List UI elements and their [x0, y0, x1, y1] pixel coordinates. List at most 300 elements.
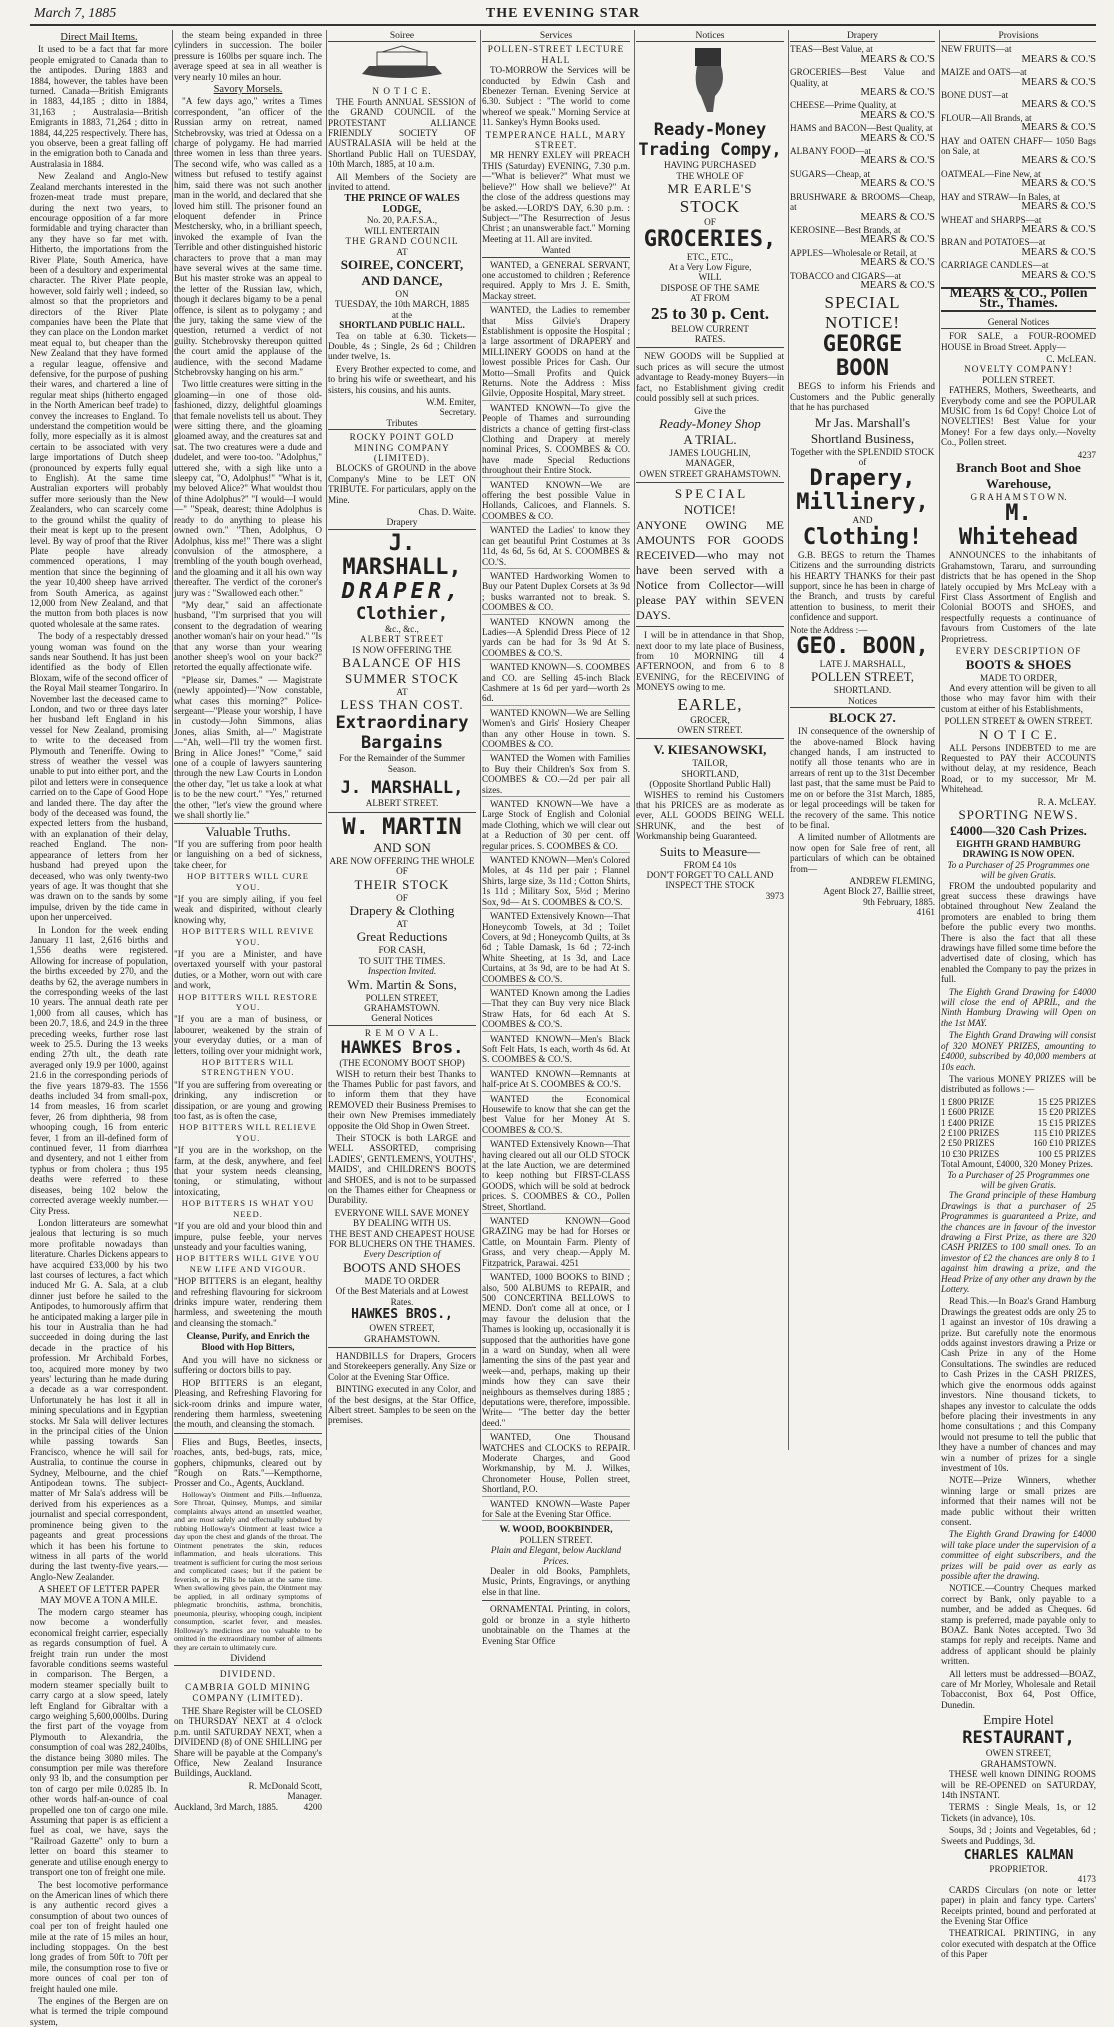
- pointing-hand-icon: [687, 46, 733, 116]
- article-paragraph: New Zealand and Anglo-New Zealand merchants interested in the frozen-meat trade must prepare, during the next two years, to encourage opposition of a far more formidable and trying character than any they have so far met with. Hitherto, the importations from the River Plate, South America, have been of a desultory and experimental character. The River Plate people, however, sold fairly well ; indeed, so almost so that the proprietors and directors of the River Plate companies have been the Plate that they can place on the London market meat equal to, but cheaper than the New Zealand that they have formed a regular league, offensive and defensive, for the purpose of pushing their wares, and chartered a line of regular meat ships (hitherto engaged in the North American beef trade) to convey the increases to England. To understand the competition would be folly, more especially as it is almost certain to be associated with very large importations of Dutch sheep (pronounced by experts fully equal to English). At the same time Australian exporters will probably suffer more seriously than the New Zealanders, who can scarcely come to the ground whilst the quality of their meat is kept up to the present level. By way of proof that the River Plate people have already commenced operations, I may mention that since the beginning of the year 10,400 sheep have arrived from South America, as against 12,000 from New Zealand, and that the mutton from both places is now quoted wholesale at the same rates.: [30, 171, 168, 629]
- article-paragraph: It used to be a fact that far more people emigrated to Canada than to the antipodes. During 1883 and 1884, however, the tables have been turned. Canada—British Emigrants in 1883, 44,185 ; ditto in 1884, 31,163 ; Australasia—British Emigrants in 1883, 71,264 ; ditto in 1884, 44,225 respectively. There has, you observe, been a great falling off in the emigration both to Canada and Australasia in 1884.: [30, 44, 168, 169]
- ad-line: NOVELTY COMPANY!: [964, 364, 1073, 375]
- provision-item: [941, 237, 1096, 258]
- ad-line: G R A H A M S T O W N.: [970, 492, 1067, 503]
- article-paragraph: HANDBILLS for Drapers, Grocers and Storekeepers generally. Any Size or Color at the Evening Star Office.: [328, 1350, 476, 1382]
- ad-line: SHORTLAND,: [681, 768, 739, 779]
- wanted-ad: WANTED KNOWN—Men's Black Soft Felt Hats, 1s each, worth 4s 6d. At S. COOMBES & CO.'S.: [482, 1034, 630, 1067]
- signature-title: Manager.: [287, 1791, 322, 1802]
- ad-line: MADE TO ORDER,: [980, 672, 1057, 683]
- ad-line: TO SUIT THE TIMES.: [358, 955, 446, 966]
- article-paragraph: IN consequence of the ownership of the above-named Block having changed hands, I am instructed to notify all those tenants who are in arrears of rent up to the 31st December last past, that the same must be Paid to me on or before the 31st March, 1885, or legal proceedings will be taken for the recovery of the same. This notice to be final.: [790, 726, 935, 830]
- page-header: [30, 6, 1096, 26]
- ad-line: PROPRIETOR.: [989, 1863, 1048, 1874]
- provision-item: [941, 113, 1096, 134]
- ad-line: Of the Best Materials and at Lowest Rates.: [335, 1286, 469, 1307]
- ad-line: NOTICE!: [825, 313, 900, 333]
- article-paragraph: The various MONEY PRIZES will be distributed as follows :—: [941, 1073, 1096, 1095]
- ad-date: 9th February, 1885.: [863, 896, 935, 907]
- truth-line: "If you are simply ailing, if you feel weak and dispirited, without clearly knowing why,: [174, 893, 322, 925]
- article-paragraph: ANNOUNCES to the inhabitants of Grahamstown, Tararu, and surrounding districts that he has opened in the Shop lately occupied by Mrs McLeay with a First Class Assortment of English and Colonial BOOTS and SHOES, and respectfully requests a continuance of favours from Customers of the late Proprietress.: [941, 550, 1096, 644]
- article-paragraph: G.B. BEGS to return the Thames Citizens and the surrounding districts his HEARTY THANKS for their past support, since he has been in charge of the Branch, and trusts by careful attention to business, to merit their confidence and support.: [790, 549, 935, 623]
- column-4: [482, 30, 635, 1646]
- cleanse-line: Cleanse, Purify, and Enrich the Blood with Hop Bitters,: [186, 1331, 310, 1352]
- provision-item-label: SUGARS—Cheap, at: [790, 168, 871, 179]
- ad-line: Together with the SPLENDID STOCK of: [790, 446, 935, 467]
- ad-line: LESS THAN COST.: [340, 697, 464, 713]
- truth-line: "If you are suffering from overeating or drinking, any indiscretion or dissipation, or are young and growing too fast, as is often the case,: [174, 1079, 322, 1122]
- article-paragraph: Read This.—In Boaz's Grand Hamburg Drawings the greatest odds are only 25 to 1 against an investor of 10s drawing a prize. But carefully note the enormous odds against investors drawing a Prize or Cash Prize in any of the Home Consultations. The swindles are reduced to Cash Prizes in the CASH PRIZES, which give the enormous odds against investors. Nine thousand tickets, to shapes any investor to calculate the odds before placing their investments in any home consultations ; and this Company would not presume to tell the public that they have a number of chances and may win a number of prizes for a single investment of 10s.: [941, 1296, 1096, 1473]
- section-label: Drapery: [790, 31, 935, 42]
- ad-headline: DRAPER,: [341, 578, 463, 604]
- ad-number: 4161: [916, 907, 935, 918]
- provision-item: [941, 192, 1096, 213]
- prize-row: [941, 1128, 1096, 1138]
- ad-line: THEIR STOCK: [354, 876, 450, 892]
- ad-line: MANAGER,: [685, 458, 735, 469]
- ad-headline: M. Whitehead: [958, 501, 1079, 551]
- ad-line: ALBERT STREET: [360, 634, 444, 645]
- article-paragraph: ORNAMENTAL Printing, in colors, gold or bronze in a style hitherto unobtainable on the Thames at the Evening Star Office: [482, 1604, 630, 1646]
- provision-item-seller: MEARS & CO.'S: [1021, 269, 1096, 281]
- ad-line: MR EARLE'S: [667, 181, 753, 197]
- ad-line: IS NOW OFFERING THE: [352, 644, 452, 655]
- provision-item: [941, 215, 1096, 236]
- ad-paragraph: ANYONE OWING ME AMOUNTS FOR GOODS RECEIVED—who may not have been served with a Notice from Collector—will please PAY within SEVEN DAYS.: [636, 518, 784, 623]
- lodge-number: No. 20, P.A.F.S.A.,: [366, 215, 438, 226]
- ad-line: Every Description of: [363, 1249, 441, 1260]
- ad-line: Note the Address :—: [790, 624, 868, 635]
- provision-item: [790, 146, 935, 167]
- provision-item-seller: MEARS & CO.'S: [860, 279, 935, 291]
- article-paragraph: NOTICE.—Country Cheques marked correct by Bank, only payable to a number, and be added as Cheques. 6d stamp is preferred, made payable only to BOAZ. Bank Notes accepted. Two 3d stamps for reply and receipts. Name and address of applicant should be plainly written.: [941, 1583, 1096, 1667]
- truth-line: "If you are a Minister, and have overtaxed yourself with your pastoral duties, or a Mother, worn out with care and work,: [174, 948, 322, 991]
- ad-headline: Clothier,: [355, 603, 449, 624]
- wanted-ad: WANTED, the Ladies to remember that Miss Gilvie's Drapery Establishment is opposite the Hospital ; a large assortment of DRAPERY and MILLINERY GOODS on hand at the lowest possible Prices for Cash. Our Motto—Small Profits and Quick Returns. Note the Address : Miss Gilvie, Opposite Hospital, Mary street.: [482, 305, 630, 401]
- soiree-title: SOIREE, CONCERT, AND DANCE,: [340, 256, 464, 288]
- venue: SHORTLAND PUBLIC HALL.: [339, 320, 465, 331]
- wanted-list: [482, 260, 630, 1522]
- ad-line: OF: [704, 217, 716, 228]
- ad-line: Branch Boot and Shoe: [956, 460, 1081, 476]
- ad-line: MADE TO ORDER: [364, 1275, 440, 1286]
- article-paragraph: "My dear," said an affectionate husband, "I'm surprised that you will consent to the degradation of wearing another woman's hair on your head." "Is that any worse than your wearing another sheep's wool on your back?" retorted the equally affectionate wife.: [174, 599, 322, 673]
- article-paragraph: HOP BITTERS is an elegant, Pleasing, and Refreshing Flavoring for sick-room drinks and impure water, rendering them harmless, sweetening the mouth, and cleansing the stomach.: [174, 1377, 322, 1430]
- ad-headline: Ready-Money: [653, 120, 767, 141]
- article-paragraph: the steam being expanded in three cylinders in succession. The boiler pressure is 160lbs per square inch. The average speed at sea in all weather is very nearly 10 miles an hour.: [174, 30, 322, 82]
- wanted-ad: WANTED KNOWN—We are Selling Women's and Girls' Hosiery Cheaper than any other House in town. S. COOMBES & CO.: [482, 708, 630, 752]
- event-date: TUESDAY, the 10th MARCH, 1885: [334, 299, 470, 310]
- article-paragraph: FATHERS, Mothers, Sweethearts, and Everybody come and see the POPULAR MUSIC from 1s 6d Copy! Choice Lot of NOVELTIES! Best Value for your Money! For a few days only.—Novelty Co., Pollen street.: [941, 385, 1096, 448]
- ad-line: BOOTS AND SHOES: [343, 1259, 461, 1275]
- ad-line: ALBERT STREET.: [365, 798, 439, 809]
- ad-line: V. KIESANOWSKI,: [653, 742, 767, 758]
- ad-line: THE WHOLE OF: [676, 170, 744, 181]
- prize-cell: 1 £800 PRIZE: [941, 1096, 995, 1107]
- ad-line: TEMPERANCE HALL, MARY STREET.: [485, 129, 627, 151]
- article-paragraph: ALL Persons INDEBTED to me are Requested to PAY their ACCOUNTS without delay, at my residence, Beach Road, or to my successor, Mr M. Whitehead.: [941, 742, 1096, 795]
- article-title: Direct Mail Items.: [60, 32, 138, 43]
- column-7: [941, 30, 1096, 1960]
- ad-line: (Opposite Shortland Public Hall): [649, 779, 771, 790]
- provision-item: [790, 271, 935, 292]
- article-paragraph: The modern cargo steamer has now become a wonderfully economical freight carrier, especially as regards consumption of fuel. A freight train run under the most favorable conditions seems wasteful in comparison. The Bergen, a modern steamer specially built to carry cargo at a slow speed, lately left England for Gibraltar with a cargo weighing 5,600,000lbs. During the first part of the voyage from Plymouth to Alexandria, the consumption of coal was 282,240lbs, the distance being 3080 miles. The consumption per mile was therefore only 93 lb, and the consumption per ton of cargo per mile 0.0285 lb. In other words half-an-ounce of coal propelled one ton of cargo one mile. Assuming that paper is as efficient a fuel as coal, we have, says the "Railroad Gazette" only to burn a letter on board this steamer to generate and utilise enough energy to transport one ton of freight one mile.: [30, 1606, 168, 1878]
- ad-line: NOTICE!: [684, 502, 736, 518]
- ad-line: DRAWING IS NOW OPEN.: [962, 849, 1075, 860]
- wanted-ad: WANTED KNOWN—Good GRAZING may be had for Horses or Cattle, on Mountain Farm. Plenty of Grass, and very cheap.—Apply M. Fitzpatrick, Parawai. 4251: [482, 1216, 630, 1270]
- article-paragraph: NOTE—Prize Winners, whether winning large or small prizes are informed that their names will not be made public without their written consent.: [941, 1475, 1096, 1527]
- provision-item-seller: MEARS & CO.'S: [1021, 99, 1096, 111]
- signature-title: Agent Block 27, Baillie street,: [823, 886, 935, 897]
- section-label: Wanted: [482, 246, 630, 257]
- ad-line: (THE ECONOMY BOOT SHOP): [339, 1058, 465, 1069]
- ad-line: EVERYONE WILL SAVE MONEY BY DEALING WITH US.: [334, 1207, 470, 1229]
- ad-line: Ready-Money Shop: [659, 415, 761, 431]
- ad-line: OWEN STREET.: [677, 724, 743, 735]
- at-the: at the: [391, 309, 413, 320]
- wanted-ad: WANTED KNOWN—We have a Large Stock of English and Colonial made Clothing, which we will clear out at a Reduction of 30 per cent. off regular prices. S. COOMBES & CO.: [482, 799, 630, 853]
- provision-item: [941, 44, 1096, 65]
- section-label: Services: [482, 31, 630, 42]
- ad-line: POLLEN STREET & OWEN STREET.: [944, 716, 1093, 727]
- mears-footer: MEARS & CO., Pollen Str., Thames.: [941, 287, 1096, 312]
- wanted-ad: WANTED Extensively Known—That Honeycomb Towels, at 3d ; Toilet Covers, at 9d ; Honeycomb Quilts, at 3s 6d ; Table Damask, 1s 6d ; 72-inch White Sheeting, at 1s 3d, and Lace Curtains, at 3s 9d, are to be had At S. COOMBES & CO.'S.: [482, 911, 630, 986]
- provision-item-label: FLOUR—All Brands, at: [941, 112, 1032, 123]
- provision-item-label: BONE DUST—at: [941, 90, 1009, 101]
- provision-item-seller: MEARS & CO.'S: [860, 178, 935, 190]
- provision-item-seller: MEARS & CO.'S: [860, 155, 935, 167]
- provision-item-seller: MEARS & CO.'S: [860, 109, 935, 121]
- column-1: [30, 30, 173, 2027]
- ad-line: 25 to 30 p. Cent.: [650, 303, 770, 323]
- wanted-ad: WANTED, 1000 BOOKS to BIND ; also, 500 ALBUMS to REPAIR, and 500 CONCERTINA BELLOWS to MEND. Don't come all at once, or I may favour the delusion that the Thames is looking up, occasionally it is supposed that the authorities have gone in a ward on Sunday, when all were lamenting the sins of the past year and week—and, perhaps, making up their minds how they can save their neighbours as themselves during 1885 ; deputations were, therefore, impossible. Write— "The better day the better deed.": [482, 1272, 630, 1430]
- provision-item: [941, 260, 1096, 281]
- ad-line: DISPOSE OF THE SAME: [660, 282, 760, 293]
- provision-item-label: CARRIAGE CANDLES—at: [941, 260, 1049, 271]
- ad-line: EIGHTH GRAND HAMBURG: [956, 838, 1081, 849]
- truth-refrain: HOP BITTERS WILL RESTORE YOU.: [178, 991, 318, 1012]
- issue-date: March 7, 1885: [34, 6, 117, 21]
- column-3: [328, 30, 481, 1450]
- ad-line: &c., &c.,: [385, 623, 419, 634]
- ad-headline: Millinery,: [796, 490, 929, 516]
- provision-item-label: OATMEAL—Fine New, at: [941, 168, 1041, 179]
- ad-headline: GEO. BOON,: [796, 634, 929, 660]
- article-paragraph: THEATRICAL PRINTING, in any color executed with despatch at the Office of this Paper: [941, 1928, 1096, 1960]
- article-paragraph: The engines of the Bergen are on what is termed the triple compound system,: [30, 1995, 168, 2027]
- ad-headline: RESTAURANT,: [962, 1728, 1075, 1749]
- ad-line: POLLEN STREET,: [810, 669, 915, 685]
- ad-number: 4173: [1077, 1874, 1096, 1885]
- prize-cell: 1 £600 PRIZE: [941, 1107, 995, 1118]
- truth-line: "If you are old and your blood thin and impure, pulse feeble, your nerves unsteady and your faculties waning,: [174, 1221, 322, 1252]
- prize-cell: 15 £25 PRIZES: [1037, 1096, 1096, 1107]
- lodge-line: WILL ENTERTAIN: [364, 225, 440, 236]
- article-paragraph: FROM the undoubted popularity and great success these drawings have obtained throughout New Zealand the promoters are enabled to bring them before the public every two months. There is also the fact that all these drawings have filled some time before the advertised date of closing, which has enabled the Company to pay the prizes in full.: [941, 880, 1096, 985]
- ad-line: AT FROM: [690, 293, 730, 304]
- signature: C. McLEAN.: [1046, 353, 1096, 364]
- article-paragraph: Holloway's Ointment and Pills.—Influenza, Sore Throat, Quinsey, Mumps, and similar complaints always attend an unsettled weather, and are most safely and effectually subdued by rubbing Holloway's Ointment at least twice a day upon the chest and glands of the throat. The Ointment penetrates the skin, reduces inflammation, and heals ulcerations. This treatment is sufficient for curing the most serious and complicated cases; but if the patient be feverish, or its Pills be taken at the same time. When swallowing gives pain, the Ointment may be applied, in all ordinary symptoms of phlegmatic bronchitis, asthma, bronchitis, pneumonia, pleurisy, whooping cough, incipient consumption, scarlet fever, and measles. Holloway's medicines are too valuable to be omitted in the extraordinary number of ailments they are certain to ultimately cure.: [174, 1489, 322, 1652]
- ad-line: RATES.: [694, 334, 726, 345]
- truth-line: "If you are a man of business, or labourer, weakened by the strain of your everyday duties, or a man of letters, toiling over your midnight work,: [174, 1014, 322, 1056]
- article-paragraph: BLOCKS of GROUND in the above Company's Mine to be LET ON TRIBUTE. For particulars, apply on the Mine.: [328, 463, 476, 505]
- ad-line: Great Reductions: [356, 929, 448, 945]
- column-6: [790, 30, 940, 1450]
- article-paragraph: The Eighth Grand Drawing for £4000 will take place under the supervision of a committee of eight subscribers, and the prizes will be paid over as early as possible after the drawing.: [941, 1529, 1096, 1581]
- truth-refrain: HOP BITTERS WILL RELIEVE YOU.: [179, 1122, 317, 1143]
- ad-line: WILL: [698, 272, 722, 283]
- provision-item-seller: MEARS & CO.'S: [860, 132, 935, 144]
- section-label: Notices: [636, 31, 784, 42]
- article-paragraph: London litterateurs are somewhat jealous that lecturing is so much more profitable nowadays than literature. Charles Dickens appears to have acquired £33,000 by his two last courses of lectures, a fact which induced Mr G. A. Sala, at a club dinner just before he sailed to the Antipodes, to humorously affirm that he anticipated making a larger pile in his tour in Australia than he had succeeded in doing during the last decade in the practice of his profession. Mr Archibald Forbes, too, acquired more money by two years' lecturing than he made during a decade as a war correspondent. Unfortunately he has lost it all in mining speculations and in Egyptian stocks. Mr Sala will deliver lectures in the principal cities of the Union while passing towards San Francisco, whence he will sail for Australia, to continue the course in Sydney, Melbourne, and the chief Antipodean towns. The subject-matter of Mr Sala's address will be derived from his experiences as a journalist and special correspondent, prominence being given to the pageants and great processions which it has been his fortune to witness in all parts of the world during the last twenty-five years.—Anglo-New Zealander.: [30, 1217, 169, 1582]
- wanted-ad: WANTED KNOWN—S. COOMBES and CO. are Selling 45-inch Black Cashmere at 1s 6d per yard—worth 2s 6d.: [482, 662, 630, 706]
- truth-refrain: HOP BITTERS WILL GIVE YOU NEW LIFE AND VIGOUR.: [176, 1253, 320, 1274]
- ad-line: W. WOOD, BOOKBINDER,: [499, 1524, 613, 1535]
- prize-row: [941, 1107, 1096, 1117]
- ad-line: Shortland Business,: [810, 430, 915, 446]
- ad-line: ETC., ETC.,: [686, 251, 734, 262]
- article-title: Valuable Truths.: [205, 824, 291, 840]
- valuable-truths-list: [174, 839, 322, 1328]
- ad-line: Drapery & Clothing: [349, 902, 455, 918]
- prize-row: [941, 1138, 1096, 1148]
- ad-line: Plain and Elegant, below Auckland Prices.: [490, 1545, 622, 1566]
- truth-refrain: HOP BITTERS WILL CURE YOU.: [187, 871, 309, 892]
- ad-number: 3973: [765, 890, 784, 901]
- prize-cell: 10 £30 PRIZES: [941, 1148, 1000, 1159]
- wanted-ad: WANTED KNOWN—We are offering the best possible Value in Hollands, Calicoes, and Flannels. S. COOMBES & CO.: [482, 480, 630, 524]
- ad-line: POLLEN STREET.: [982, 374, 1055, 385]
- lodge-emblem-icon: [357, 44, 447, 84]
- article-paragraph: Dealer in old Books, Pamphlets, Music, Prints, Engravings, or anything else in that line.: [482, 1566, 630, 1597]
- notice-heading: N O T I C E.: [372, 86, 432, 97]
- truth-line: "HOP BITTERS is an elegant, healthy and refreshing flavouring for sickroom drinks impure water, rendering them harmless, and sweetening the mouth and cleansing the stomach.": [174, 1276, 322, 1328]
- article-paragraph: BINTING executed in any Color, and of the best designs, at the Star Office, Albert street. Samples to be seen on the premises.: [328, 1384, 476, 1426]
- ad-line: GRAHAMSTOWN.: [364, 1002, 440, 1013]
- ad-line: GRAHAMSTOWN.: [980, 1758, 1057, 1769]
- article-paragraph: THE Fourth ANNUAL SESSION of the GRAND COUNCIL of the PROTESTANT ALLIANCE FRIENDLY SOCIETY OF AUSTRALASIA will be held at the Shortland Public Hall on TUESDAY, 10th March, 1885, at 10 a.m.: [328, 96, 476, 170]
- provision-item-label: GROCERIES—Best Value and Quality, at: [790, 67, 935, 88]
- prize-table: [941, 1097, 1096, 1159]
- provision-item-label: APPLES—Wholesale or Retail, at: [790, 247, 917, 258]
- ad-line: SUMMER STOCK: [345, 671, 459, 687]
- company-name: ROCKY POINT GOLD MINING COMPANY (LIMITED).: [349, 432, 455, 463]
- signature: W.M. Emiter,: [426, 396, 476, 407]
- ad-line: JAMES LOUGHLIN,: [669, 447, 751, 458]
- ad-line: AND SON: [373, 839, 431, 855]
- lodge-line: AT: [396, 246, 408, 257]
- article-paragraph: Tea on table at 6.30. Tickets—Double, 4s ; Single, 2s 6d ; Children under twelve, 1s.: [328, 330, 476, 362]
- ad-line: OWEN STREET,: [985, 1748, 1052, 1759]
- signature: ANDREW FLEMING,: [849, 875, 935, 886]
- article-paragraph: THESE well known DINING ROOMS will be RE-OPENED on SATURDAY, 14th INSTANT.: [941, 1769, 1096, 1800]
- ad-line: SPECIAL: [824, 293, 901, 313]
- provision-item-label: CHEESE—Prime Quality, at: [790, 100, 897, 111]
- wanted-ad: WANTED Known among the Ladies —That they can Buy very nice Black Straw Hats, for 6d each At S. COOMBES & CO.'S.: [482, 988, 630, 1032]
- article-paragraph: "Please sir, Dames." — Magistrate (newly appointed)—"Now constable, what cases this morning?" Police-sergeant—"Please your worship, I have in custody—John Simmons, alias Jones, alias Smith, al—" Magistrate—"Ah, well—I'll try the women first. Bring in Alice Jones!" "Come," said one of a couple of lawyers sauntering through the new Law Courts in London the other day, "let us take a look at what is to be the new court." "Yes," returned the other, "let's view the ground where we shall shortly lie.": [174, 674, 322, 821]
- section-label: Dividend: [174, 1654, 322, 1665]
- ad-line: BLOCK 27.: [829, 710, 896, 726]
- ad-line: GROCER,: [690, 714, 730, 725]
- article-paragraph: CARDS Circulars (on note or letter paper) in plain and fancy type. Carters' Receipts printed, bound and perforated at the Evening Star Office: [941, 1884, 1096, 1926]
- provision-item: [790, 67, 935, 98]
- ad-line: ARE NOW OFFERING THE WHOLE OF: [329, 855, 475, 877]
- ad-line: BELOW CURRENT: [671, 323, 749, 334]
- wanted-ad: WANTED, One Thousand WATCHES and CLOCKS to REPAIR. Moderate Charges, and Good Workmanship, by M. J. Wilkes, Chronometer House, Pollen street, Shortland, P.O.: [482, 1432, 630, 1496]
- article-paragraph: Their STOCK is both LARGE and WELL ASSORTED, comprising LADIES', GENTLEMEN'S, YOUTHS', MAIDS', and CHILDREN'S BOOTS and SHOES, and is not to be surpassed on the Thames either for Cheapness or Durability.: [328, 1133, 476, 1206]
- wanted-ad: WANTED the Women with Families to Buy their Children's Sox from S. COOMBES & CO.—2d per pair all sizes.: [482, 753, 630, 797]
- provision-item-label: HAMS and BACON—Best Quality, at: [790, 123, 933, 134]
- article-paragraph: The best locomotive performance on the American lines of which there is any authentic record gives a consumption of about two ounces of coal per ton of freight hauled one mile at the rate of 15 miles an hour, including stoppages. On the best long grades of from 50ft to 70ft per mile, the consumption rose to five or more ounces of coal per ton of freight hauled one mile.: [30, 1879, 168, 1994]
- ad-headline: GROCERIES,: [643, 226, 777, 252]
- section-label: General Notices: [941, 318, 1096, 329]
- article-paragraph: I will be in attendance in that Shop, next door to my late place of Business, from 10 MORNING till 4 AFTERNOON, and from 6 to 8 EVENING, for the RECEIVING of MONEYS owing to me.: [636, 630, 784, 693]
- lodge-name: THE PRINCE OF WALES LODGE,: [344, 193, 460, 215]
- prize-cell: 15 £20 PRIZES: [1037, 1107, 1096, 1118]
- signature: Chas. D. Waite.: [418, 507, 476, 518]
- article-paragraph: Two little creatures were sitting in the gloaming—in one of those old-fashioned, dizzy, delightful gloamings that female novelists tell us about. They were sitting there, and the gloaming gloamed away, and the creatures sat and sat. The two creatures were a dude and dudelet, and were too-too. "Adolphus," uttered she, with a sigh like unto a sleepy cat, "O, Adolphus!" "What is it, my beloved Alice?" What wouldst thou of thine Adolphus?" "I would—I would—" "Speak, dearest; thine Adolphus is ready to do anything to please his owned own." "Then, Adolphus, O Adolphus, kiss me!" There was a slight convulsion of the atmosphere, a trembling of the youth bough overhead, and the gloaming and it all his own way thereafter. The verdict of the coroner's jury was : "Swallowed each other.": [174, 379, 322, 598]
- on-word: ON: [395, 288, 409, 299]
- article-paragraph: Every Brother expected to come, and to bring his wife or sweetheart, and his sisters, his cousins, and his aunts.: [328, 363, 476, 395]
- ad-line: AT: [396, 687, 408, 698]
- wanted-ad: WANTED Hardworking Women to Buy our Patent Duplex Corsets at 3s 9d ; busks warranted not to break. S. COOMBES & CO.: [482, 571, 630, 615]
- ad-line: OWEN STREET GRAHAMSTOWN.: [639, 468, 781, 479]
- article-subtitle: A SHEET OF LETTER PAPER MAY MOVE A TON A MILE.: [38, 1585, 160, 1606]
- ad-line: Total Amount, £4000, 320 Money Prizes.: [941, 1159, 1093, 1170]
- provision-item: [941, 169, 1096, 190]
- ad-line: LATE J. MARSHALL,: [819, 659, 906, 670]
- provision-item-label: HAY and OATEN CHAFF— 1050 Bags on Sale, at: [941, 135, 1096, 157]
- article-paragraph: TERMS : Single Meals, 1s, or 12 Tickets (in advance), 10s.: [941, 1802, 1096, 1823]
- ad-headline: J. MARSHALL,: [342, 530, 462, 580]
- provision-item-seller: MEARS & CO.'S: [1021, 122, 1096, 134]
- prize-cell: 115 £10 PRIZES: [1033, 1127, 1096, 1138]
- section-label: Notices: [790, 697, 935, 708]
- section-label: Provisions: [941, 31, 1096, 42]
- provision-item: [941, 136, 1096, 167]
- ad-line: OWEN STREET,: [369, 1323, 435, 1334]
- ad-headline: HAWKES Bros.: [340, 1038, 464, 1059]
- masthead: THE EVENING STAR: [485, 6, 641, 21]
- ad-headline: Clothing!: [802, 524, 923, 550]
- truth-refrain: HOP BITTERS WILL REVIVE YOU.: [181, 926, 315, 947]
- ad-line: Warehouse,: [985, 476, 1052, 492]
- ad-line: TAILOR,: [692, 758, 728, 769]
- provisions-list: [941, 44, 1096, 1959]
- prize-row: [941, 1149, 1096, 1159]
- article-paragraph: And you will have no sickness or suffering or doctors bills to pay.: [174, 1354, 322, 1376]
- ad-line: BOOTS & SHOES: [965, 656, 1072, 672]
- ad-line: FOR CASH,: [378, 945, 426, 956]
- wanted-ad: WANTED KNOWN—Men's Colored Moles, at 4s 11d per pair ; Flannel Shirts, large size, 3s 11d ; Cotton Shirts, 1s 11d ; Military Sox, 5½d ; Merino Sox, 9d— At S. COOMBES & CO.'S.: [482, 855, 630, 909]
- ad-line: Wm. Martin & Sons,: [347, 976, 457, 992]
- article-paragraph: In London for the week ending January 11 last, 2,616 births and 1,556 deaths were registered. Allowing for increase of population, the births exceeded by 270, and the deaths by 62, the average numbers in the corresponding weeks of the last 10 years. The annual death rate per 1,000 from all causes, which has been 20.7, 18.6, and 24.9 in the three preceding weeks, further rose last week to 25.5. During the 13 weeks ending 27th ult., the death rate averaged only 19.9 per 1000, against 21.6 in the corresponding periods of the five years 1879-83. The 1556 deaths included 34 from small-pox, 14 from measles, 16 from scarlet fever, 26 from diphtheria, 98 from whooping cough, 16 from enteric fever, 1 from an ill-defined form of continued fever, 11 from diarrhœa and dysentery, and not 1 either from typhus or from cholera ; thus 195 deaths were referred to these diseases, being 102 below the corrected average weekly number.—City Press.: [30, 924, 168, 1216]
- ad-headline: CHARLES KALMAN: [963, 1847, 1074, 1863]
- article-paragraph: All letters must be addressed—BOAZ, care of Mr Morley, Wholesale and Retail Tobacconist, Box 64, Post Office, Dunedin.: [941, 1668, 1096, 1710]
- ad-line: EVERY DESCRIPTION OF: [955, 646, 1082, 657]
- provision-item: [941, 67, 1096, 88]
- article-paragraph: BEGS to inform his Friends and Customers and the Public generally that he has purchased: [790, 381, 935, 413]
- lodge-line: THE GRAND COUNCIL: [345, 236, 459, 247]
- ad-line: Mr Jas. Marshall's: [814, 414, 911, 430]
- prize-cell: 1 £400 PRIZE: [941, 1117, 995, 1128]
- ad-line: POLLEN-STREET LECTURE HALL: [487, 44, 625, 65]
- provision-item-label: TOBACCO and CIGARS—at: [790, 270, 902, 281]
- provision-item-label: HAY and STRAW—In Bales, at: [941, 191, 1060, 202]
- ad-line: POLLEN STREET.: [519, 1534, 593, 1545]
- provision-item: [790, 248, 935, 269]
- column-5: [636, 30, 789, 1450]
- ad-line: At a Very Low Figure,: [668, 262, 752, 273]
- ad-line: £4000—320 Cash Prizes.: [950, 822, 1087, 838]
- ad-line: AND: [852, 515, 873, 526]
- wanted-ad: WANTED the Ladies' to know they can get beautiful Print Costumes at 3s 11d, 4s 6d, 5s 6d, At S. COOMBES & CO.'S.: [482, 525, 630, 569]
- prize-cell: 15 £15 PRIZES: [1037, 1117, 1096, 1128]
- ad-line: To a Purchaser of 25 Programmes one will be given Gratis.: [947, 859, 1090, 881]
- provision-item-label: MAIZE and OATS—at: [941, 67, 1027, 78]
- ad-headline: Extraordinary: [335, 713, 469, 734]
- article-paragraph: TO-MORROW the Services will be conducted by Edwin Cash and Ebenezer Ternan. Evening Service at 6.30. Subject : "The world to come whereof we speak." Morning Service at 11. Sankey's Hymn Books used.: [482, 65, 630, 128]
- section-label: Soiree: [328, 31, 476, 42]
- ad-headline: Bargains: [361, 733, 443, 754]
- provision-item-label: ALBANY FOOD—at: [790, 146, 872, 157]
- ad-headline: GEORGE BOON: [822, 332, 903, 382]
- provision-item: [790, 123, 935, 144]
- wanted-ad: WANTED, a GENERAL SERVANT, one accustomed to children ; Reference required. Apply to Mrs J. E. Smith, Mackay street.: [482, 260, 630, 304]
- provision-item-label: BRUSHWARE & BROOMS—Cheap, at: [790, 191, 935, 213]
- provision-item-seller: MEARS & CO.'S: [1021, 201, 1096, 213]
- article-paragraph: MR HENRY EXLEY will PREACH THIS (Saturday) EVENING, 7.30 p.m.—"What is believer?" What must we believe?" How shall we believe?" At the close of the address questions may be asked.—LORD'S DAY, 6.30 p.m. : Subject—"The Resurrection of Jesus Christ ; an unanswerable fact." Morning Meeting at 11. All are invited.: [482, 150, 630, 244]
- provision-item-seller: MEARS & CO.'S: [1021, 246, 1096, 258]
- article-paragraph: A limited number of Allotments are now open for Sale free of rent, all particulars of which can be obtained from—: [790, 832, 935, 874]
- wanted-ad: WANTED Extensively Known—That having cleared out all our OLD STOCK at the late Auction, we are determined to keep nothing but FIRST-CLASS GOODS, which will be sold at bedrock prices. S. COOMBES & CO., Pollen Street, Shortland.: [482, 1139, 630, 1214]
- ad-headline: J. MARSHALL,: [340, 778, 464, 799]
- provision-item-seller: MEARS & CO.'S: [1021, 155, 1096, 167]
- ad-number: 4237: [1077, 449, 1096, 460]
- prize-cell: 2 £100 PRIZES: [941, 1127, 1000, 1138]
- provisions-list: [790, 44, 935, 917]
- wanted-ad: WANTED KNOWN among the Ladies—A Splendid Dress Piece of 12 yards can be had for 3s 9d At S. COOMBES & CO.'S.: [482, 617, 630, 661]
- ad-line: A TRIAL.: [683, 431, 737, 447]
- provision-item-label: NEW FRUITS—at: [941, 44, 1012, 55]
- ad-line: Give the: [694, 405, 726, 416]
- ad-line: BALANCE OF HIS: [342, 655, 462, 671]
- ad-line: THE BEST AND CHEAPEST HOUSE FOR BLUCHERS ON THE THAMES.: [329, 1228, 475, 1250]
- provision-item: [790, 225, 935, 246]
- dividend-heading: DIVIDEND.: [219, 1668, 277, 1679]
- article-paragraph: The Eighth Grand Drawing will consist of 320 MONEY PRIZES, amounting to £4000, subscribed by 40,000 members at 10s each.: [941, 1030, 1096, 1072]
- ad-date: Auckland, 3rd March, 1885.: [174, 1801, 279, 1812]
- prize-cell: 2 £50 PRIZES: [941, 1138, 995, 1149]
- article-paragraph: And every attention will be given to all those who may favor him with their custom at either of his Establishments,: [941, 682, 1096, 714]
- wanted-ad: WANTED KNOWN—Waste Paper for Sale at the Evening Star Office.: [482, 1499, 630, 1522]
- signature: R. McDonald Scott,: [248, 1780, 322, 1791]
- truth-refrain: HOP BITTERS IS WHAT YOU NEED.: [181, 1198, 315, 1219]
- ad-headline: W. MARTIN: [342, 814, 462, 840]
- article-paragraph: FOR SALE, a FOUR-ROOMED HOUSE in Broad Street. Apply—: [941, 331, 1096, 352]
- ad-line: DON'T FORGET TO CALL AND INSPECT THE STOCK: [646, 870, 774, 891]
- ad-line: STOCK: [679, 197, 741, 217]
- ad-line: R E M O V A L.: [364, 1027, 440, 1038]
- article-paragraph: THE Share Register will be CLOSED on THURSDAY NEXT at 4 o'clock p.m. until SATURDAY NEXT, when a DIVIDEND (8) of ONE SHILLING per Share will be payable at the Company's Office, New Zealand Insurance Buildings, Auckland.: [174, 1705, 322, 1779]
- ad-headline: Trading Compy,: [638, 140, 782, 161]
- company-name: CAMBRIA GOLD MINING COMPANY (LIMITED).: [185, 1682, 311, 1703]
- prize-row: [941, 1118, 1096, 1128]
- section-label: Drapery: [328, 518, 476, 529]
- provision-item-seller: MEARS & CO.'S: [860, 53, 935, 65]
- ad-headline: HAWKES BROS.,: [351, 1307, 453, 1323]
- prize-cell: 160 £10 PRIZES: [1033, 1138, 1096, 1149]
